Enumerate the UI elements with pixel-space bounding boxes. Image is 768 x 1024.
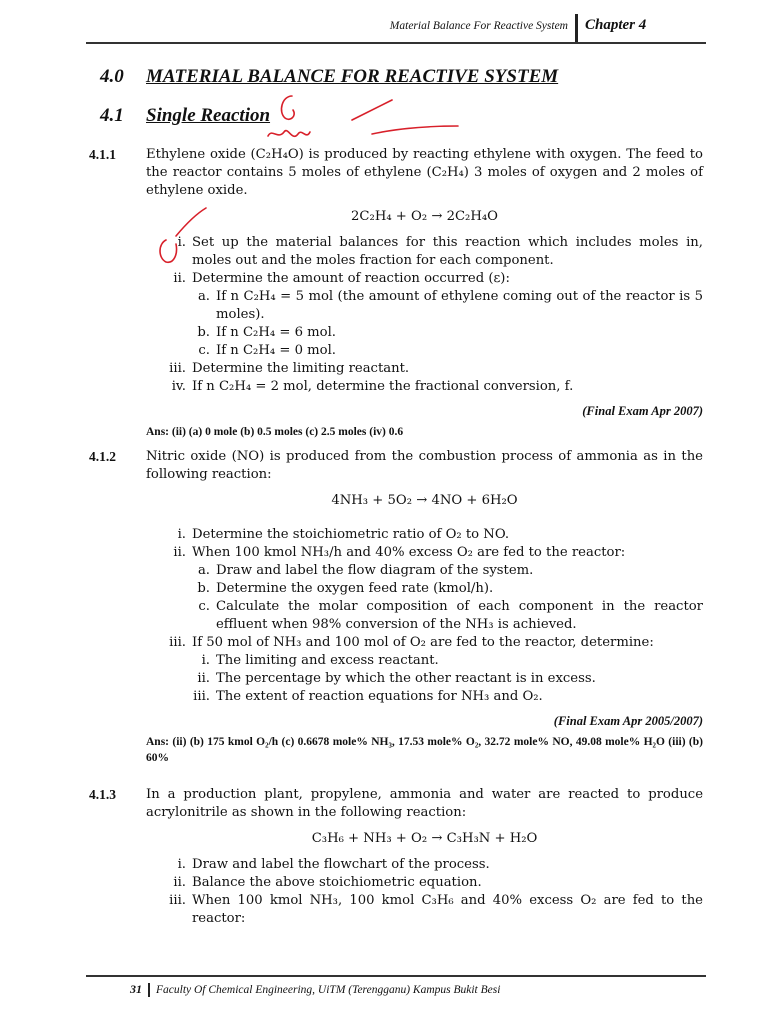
list-subitem: b. Determine the oxygen feed rate (kmol/h).: [197, 581, 494, 596]
question-number: 4.1.1: [89, 147, 116, 162]
list-subitem: b. If n C₂H₄ = 6 mol.: [197, 325, 337, 340]
pen-stroke-line: [352, 100, 392, 120]
running-title: Material Balance For Reactive System: [389, 20, 568, 32]
list-item: iii. Determine the limiting reactant.: [169, 361, 410, 376]
question-intro: Nitric oxide (NO) is produced from the combustion process of ammonia as in the following reaction:: [146, 449, 703, 482]
pen-stroke-line: [372, 126, 458, 134]
reaction-equation: C₃H₆ + NH₃ + O₂ → C₃H₃N + H₂O: [311, 831, 538, 846]
list-subitem: c. Calculate the molar composition of each component in the reactor effluent when 98% conversion of the NH₃ is achieved.: [198, 599, 703, 632]
exam-source: (Final Exam Apr 2005/2007): [553, 714, 703, 728]
list-item: ii. Balance the above stoichiometric equation.: [173, 875, 482, 890]
list-item: ii. Determine the amount of reaction occurred (ε):: [173, 271, 510, 286]
exam-source: (Final Exam Apr 2007): [582, 404, 703, 418]
reaction-equation: 2C₂H₄ + O₂ → 2C₂H₄O: [351, 209, 498, 224]
list-item: iv. If n C₂H₄ = 2 mol, determine the fractional conversion, f.: [171, 379, 574, 394]
list-subitem: i. The limiting and excess reactant.: [201, 653, 439, 668]
subsection-number: 4.1: [100, 105, 124, 126]
chapter-label: Chapter 4: [585, 17, 647, 33]
answer-key: Ans: (ii) (b) 175 kmol O₂/h (c) 0.6678 mole% NH₃, 17.53 mole% O₂, 32.72 mole% NO, 49.08 mole% H₂O (iii) (b) 60%: [146, 736, 703, 764]
pen-stroke-mark: [281, 96, 294, 119]
list-item: i. Draw and label the flowchart of the process.: [177, 857, 490, 872]
page-number: 31: [130, 982, 142, 996]
list-subitem: c. If n C₂H₄ = 0 mol.: [198, 343, 337, 358]
section-title: MATERIAL BALANCE FOR REACTIVE SYSTEM: [146, 66, 559, 87]
list-item: i. Set up the material balances for this reaction which includes moles in, moles out and the moles fraction for each component.: [177, 235, 703, 268]
list-item: iii. If 50 mol of NH₃ and 100 mol of O₂ are fed to the reactor, determine:: [169, 635, 654, 650]
question-intro: In a production plant, propylene, ammonia and water are reacted to produce acrylonitrile as shown in the following reaction:: [146, 787, 703, 820]
answer-key: Ans: (ii) (a) 0 mole (b) 0.5 moles (c) 2.5 moles (iv) 0.6: [146, 426, 404, 438]
list-item: ii. When 100 kmol NH₃/h and 40% excess O₂ are fed to the reactor:: [173, 545, 626, 560]
question-intro: Ethylene oxide (C₂H₄O) is produced by reacting ethylene with oxygen. The feed to the reactor contains 5 moles of ethylene (C₂H₄) 3 moles of oxygen and 2 moles of ethylene oxide.: [146, 147, 703, 198]
question-number: 4.1.3: [89, 787, 116, 802]
pen-stroke-squiggle: [268, 131, 310, 137]
list-subitem: a. Draw and label the flow diagram of the system.: [197, 563, 534, 578]
list-item: iii. When 100 kmol NH₃, 100 kmol C₃H₆ and 40% excess O₂ are fed to the reactor:: [169, 893, 703, 926]
list-subitem: a. If n C₂H₄ = 5 mol (the amount of ethylene coming out of the reactor is 5 moles).: [197, 289, 703, 322]
pen-stroke-tick: [176, 208, 206, 236]
list-subitem: ii. The percentage by which the other reactant is in excess.: [197, 671, 596, 686]
question-number: 4.1.2: [89, 449, 116, 464]
section-number: 4.0: [100, 66, 124, 87]
list-item: i. Determine the stoichiometric ratio of O₂ to NO.: [177, 527, 510, 542]
pen-stroke-circle: [160, 240, 177, 262]
footer-text: Faculty Of Chemical Engineering, UiTM (Terengganu) Kampus Bukit Besi: [156, 984, 501, 996]
reaction-equation: 4NH₃ + 5O₂ → 4NO + 6H₂O: [331, 493, 518, 508]
list-subitem: iii. The extent of reaction equations for NH₃ and O₂.: [193, 689, 543, 704]
subsection-title: Single Reaction: [146, 105, 271, 126]
